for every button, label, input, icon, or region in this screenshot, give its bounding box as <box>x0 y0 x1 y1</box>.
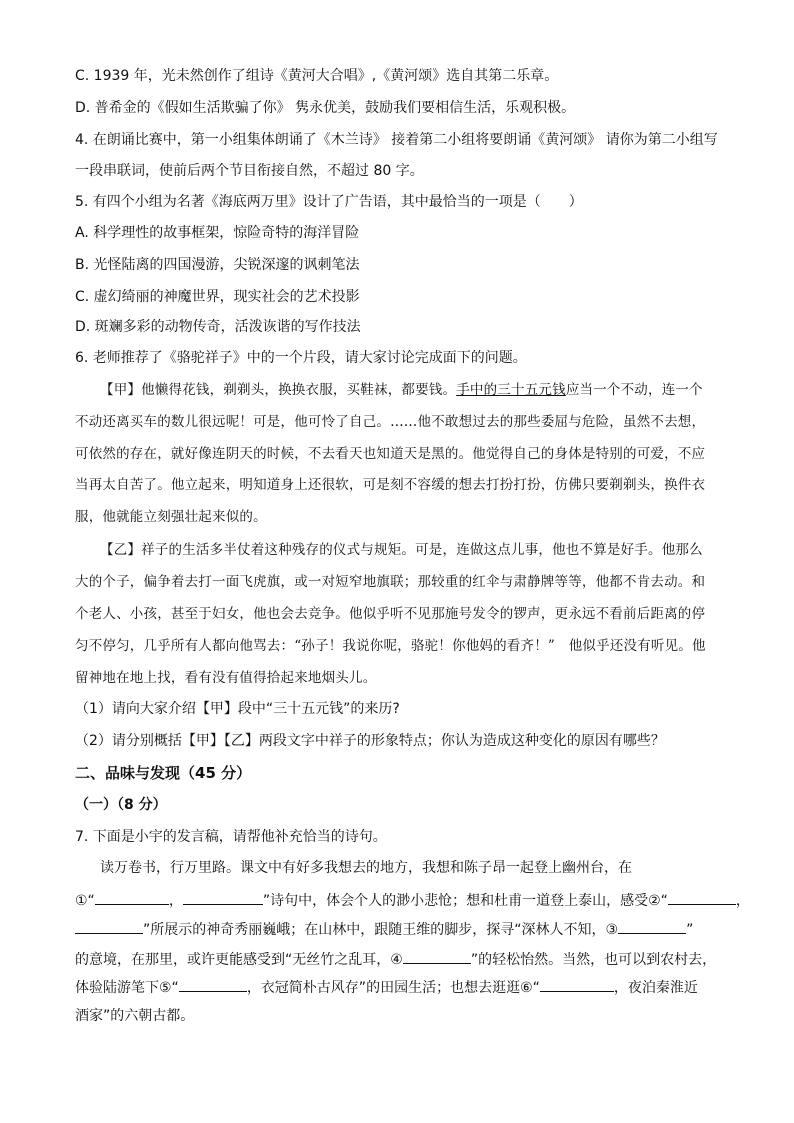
passage-jia-intro: 【甲】他懒得花钱，剃剃头，换换衣服，买鞋袜，都要钱。 <box>100 382 457 398</box>
passage-jia-cont: 应当一个不动，连一个 <box>565 382 703 398</box>
q7-text-segment: ”的轻松怡然。当然，也可以到农村去， <box>470 952 717 968</box>
q7-text-segment: ，夜泊秦淮近 <box>613 980 698 996</box>
q7-text-segment: ”诗句中，体会个人的渺小悲怆；想和杜甫一道登上泰山，感受②“ <box>262 893 668 909</box>
comma: ， <box>735 893 750 909</box>
answer-blank-4[interactable] <box>403 949 471 964</box>
q5-option-c: C. 虚幻绮丽的神魔世界，现实社会的艺术投影 <box>75 289 360 305</box>
answer-blank-5[interactable] <box>179 977 247 992</box>
q7-text-segment: ”所展示的神奇秀丽巍峨；在山林中，跟随王维的脚步，探寻“深林人不知，③ <box>143 922 619 938</box>
q4-line-1: 4. 在朗诵比赛中，第一小组集体朗诵了《木兰诗》 接着第二小组将要朗诵《黄河颂》 请你为第二小组写 <box>75 132 718 148</box>
q4-line-2: 一段串联词，使前后两个节目衔接自然，不超过 80 字。 <box>75 163 424 179</box>
passage-jia-line-2: 不动还离买车的数儿很远呢！可是，他可怜了自己。……他不敢想过去的那些委屈与危险，虽然不去想， <box>75 414 706 430</box>
passage-yi-line-5: 留神地在地上找，看有没有值得拾起来地烟头儿。 <box>75 670 377 686</box>
q5-option-b: B. 光怪陆离的四国漫游，尖锐深邃的讽刺笔法 <box>75 257 360 273</box>
passage-jia-line-4: 当再太自苦了。他立起来，明知道身上还很软，可是刻不容缓的想去打扮打扮，仿佛只要剃剃头，换件衣 <box>75 477 706 493</box>
answer-blank-2b[interactable] <box>75 919 143 934</box>
q3-option-d: D. 普希金的《假如生活欺骗了你》 隽永优美，鼓励我们要相信生活，乐观积极。 <box>75 100 576 116</box>
q5-option-a: A. 科学理性的故事框架，惊险奇特的海洋冒险 <box>75 225 360 241</box>
answer-blank-6[interactable] <box>540 977 614 992</box>
passage-jia-line-5: 服，他就能立刻强壮起来似的。 <box>75 509 267 525</box>
q6-subquestion-1: （1）请向大家介绍【甲】段中“三十五元钱”的来历? <box>75 701 400 717</box>
answer-blank-1b[interactable] <box>183 890 263 905</box>
passage-yi-line-1: 【乙】祥子的生活多半仗着这种残存的仪式与规矩。可是，连做这点儿事，他也不算是好手。他那么 <box>100 542 703 558</box>
passage-jia-line-1 <box>100 380 703 400</box>
q5-option-d: D. 斑斓多彩的动物传奇，活泼诙谐的写作技法 <box>75 319 361 335</box>
section-heading: 二、品味与发现（45 分） <box>75 764 252 782</box>
q7-paragraph-line-1: 读万卷书，行万里路。课文中有好多我想去的地方，我想和陈子昂一起登上幽州台，在 <box>100 860 632 876</box>
q7-paragraph-line-2 <box>75 890 750 911</box>
q7-paragraph-line-5 <box>75 977 698 998</box>
q7-paragraph-line-3 <box>75 919 693 940</box>
q7-paragraph-line-6: 酒家”的六朝古都。 <box>75 1008 195 1024</box>
answer-blank-1a[interactable] <box>95 890 169 905</box>
comma: ， <box>168 893 183 909</box>
q5-stem: 5. 有四个小组为名著《海底两万里》设计了广告语，其中最恰当的一项是（ ） <box>75 194 583 210</box>
blank-label-1: ①“ <box>75 893 95 909</box>
q7-text-segment: 的意境，在那里，或许更能感受到“无丝竹之乱耳，④ <box>75 952 403 968</box>
passage-jia-line-3: 可依然的存在，就好像连阴天的时候，不去看天也知道天是黑的。他觉得自己的身体是特别的可爱，不应 <box>75 446 706 462</box>
part-heading: （一）（8 分） <box>75 797 167 813</box>
q6-subquestion-2: （2）请分别概括【甲】【乙】两段文字中祥子的形象特点；你认为造成这种变化的原因有哪些？ <box>75 733 665 749</box>
q3-option-c: C. 1939 年，光未然创作了组诗《黄河大合唱》,《黄河颂》选自其第二乐章。 <box>75 68 559 84</box>
q6-stem: 6. 老师推荐了《骆驼祥子》中的一个片段，请大家讨论完成面下的问题。 <box>75 350 527 366</box>
close-quote: ” <box>686 922 694 938</box>
answer-blank-3[interactable] <box>618 919 686 934</box>
passage-yi-line-4: 匀不停匀，几乎所有人都向他骂去：“孙子！我说你呢，骆驼！你他妈的看齐！” 他似乎还没有听见。他 <box>75 638 706 654</box>
q7-text-segment: 体验陆游笔下⑤“ <box>75 980 179 996</box>
q7-paragraph-line-4 <box>75 949 716 970</box>
q7-stem: 7. 下面是小宇的发言稿，请帮他补充恰当的诗句。 <box>75 829 387 845</box>
underlined-phrase: 手中的三十五元钱 <box>456 382 566 398</box>
passage-yi-line-3: 个老人、小孩，甚至于妇女，他也会去竞争。他似乎听不见那施号发令的锣声，更永远不看前后距离的停 <box>75 606 706 622</box>
passage-yi-line-2: 大的个子，偏争着去打一面飞虎旗，或一对短窄地旗联；那较重的红伞与肃静牌等等，他都不肯去动。和 <box>75 574 706 590</box>
answer-blank-2a[interactable] <box>668 890 736 905</box>
q7-text-segment: ，衣冠简朴古风存”的田园生活；也想去逛逛⑥“ <box>246 980 540 996</box>
